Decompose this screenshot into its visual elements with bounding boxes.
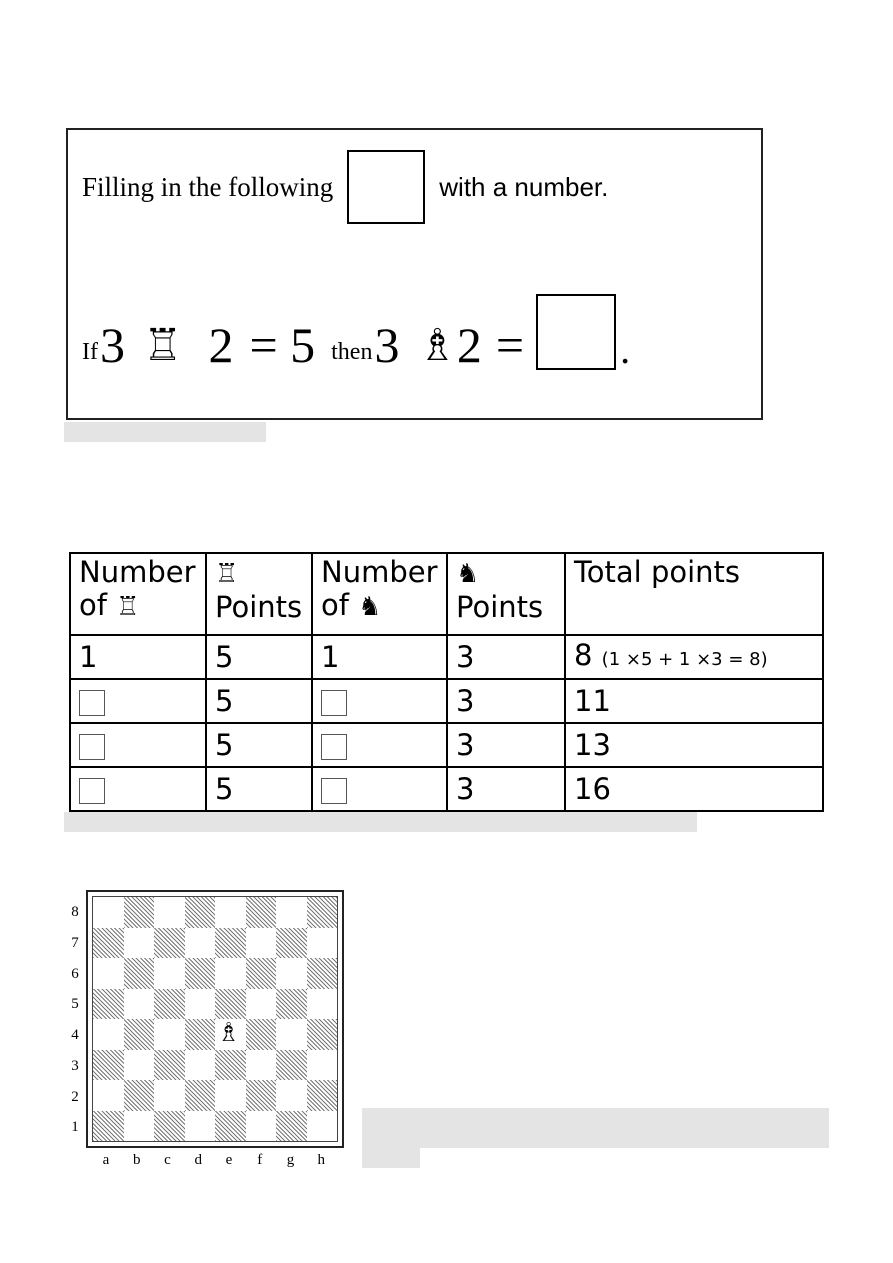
cell-knights: 1 (312, 635, 447, 679)
cell-rook-points: 5 (206, 723, 312, 767)
square-c4 (154, 1019, 185, 1050)
cell-knight-points: 3 (447, 635, 565, 679)
cell-knight-points: 3 (447, 723, 565, 767)
square-a2 (93, 1080, 124, 1111)
square-f4 (246, 1019, 277, 1050)
cell-rooks[interactable] (70, 723, 206, 767)
square-g4 (276, 1019, 307, 1050)
square-d4 (185, 1019, 216, 1050)
problem-intro-text: Filling in the following (82, 171, 334, 202)
square-c8 (154, 897, 185, 928)
rank-label: 3 (71, 1057, 79, 1074)
cell-rooks[interactable] (70, 679, 206, 723)
knight-count-box[interactable] (321, 778, 347, 804)
gray-caption-bar-4 (362, 1148, 420, 1168)
square-f3 (246, 1050, 277, 1081)
operand-b-bishop: 2 (456, 317, 482, 373)
square-c2 (154, 1080, 185, 1111)
cell-total: 13 (565, 723, 823, 767)
square-h7 (307, 928, 338, 959)
rook-count-box[interactable] (79, 690, 105, 716)
cell-rook-points: 5 (206, 635, 312, 679)
rank-label: 4 (71, 1027, 79, 1043)
square-a3 (93, 1050, 124, 1081)
square-a7 (93, 928, 124, 959)
header-number-of-rooks: Number of ♖ (70, 553, 206, 635)
rook-icon: ♖ (215, 559, 239, 589)
square-a5 (93, 989, 124, 1020)
gray-caption-bar-3 (362, 1108, 829, 1148)
knight-count-box[interactable] (321, 690, 347, 716)
square-b1 (124, 1111, 155, 1142)
square-b3 (124, 1050, 155, 1081)
square-a1 (93, 1111, 124, 1142)
rank-label: 6 (71, 965, 79, 982)
square-e8 (215, 897, 246, 928)
problem-line-2 (82, 290, 631, 373)
header-knight-points: ♞ Points (447, 553, 565, 635)
knight-icon: ♞ (358, 592, 382, 622)
square-d7 (185, 928, 216, 959)
square-e4 (215, 1019, 246, 1050)
square-h2 (307, 1080, 338, 1111)
square-e6 (215, 958, 246, 989)
table-row (70, 679, 823, 723)
square-b4 (124, 1019, 155, 1050)
square-f2 (246, 1080, 277, 1111)
square-g8 (276, 897, 307, 928)
square-c3 (154, 1050, 185, 1081)
square-d2 (185, 1080, 216, 1111)
square-d5 (185, 989, 216, 1020)
cell-knights[interactable] (312, 679, 447, 723)
rank-label: 8 (71, 904, 79, 920)
square-g7 (276, 928, 307, 959)
rank-label: 7 (71, 934, 79, 951)
bishop-icon: ♗ (217, 1018, 241, 1048)
operand-a-bishop: 3 (374, 317, 400, 373)
board-grid (92, 896, 338, 1142)
square-e7 (215, 928, 246, 959)
square-f8 (246, 897, 277, 928)
file-label: g (286, 1152, 295, 1168)
square-e5 (215, 989, 246, 1020)
rook-count-box[interactable] (79, 778, 105, 804)
rook-result: = 5 (249, 317, 316, 373)
square-c6 (154, 958, 185, 989)
square-d1 (185, 1111, 216, 1142)
table-row (70, 767, 823, 811)
square-a4 (93, 1019, 124, 1050)
square-h1 (307, 1111, 338, 1142)
square-g2 (276, 1080, 307, 1111)
problem-line-1 (82, 150, 608, 224)
gray-caption-bar-1 (64, 422, 266, 442)
problem-box (66, 128, 763, 420)
square-f5 (246, 989, 277, 1020)
rook-icon: ♖ (142, 320, 183, 371)
cell-rooks: 1 (70, 635, 206, 679)
square-g6 (276, 958, 307, 989)
file-label: a (102, 1152, 110, 1168)
square-b6 (124, 958, 155, 989)
square-a6 (93, 958, 124, 989)
knight-icon: ♞ (456, 559, 480, 589)
square-g3 (276, 1050, 307, 1081)
bishop-icon: ♗ (417, 320, 457, 371)
file-label: f (257, 1152, 263, 1168)
square-e3 (215, 1050, 246, 1081)
points-table (69, 552, 824, 812)
problem-intro-tail: with a number. (439, 171, 609, 202)
square-h6 (307, 958, 338, 989)
square-c7 (154, 928, 185, 959)
square-h5 (307, 989, 338, 1020)
cell-total: 16 (565, 767, 823, 811)
square-b2 (124, 1080, 155, 1111)
then-word: then (331, 339, 373, 365)
square-b5 (124, 989, 155, 1020)
square-f6 (246, 958, 277, 989)
cell-rooks[interactable] (70, 767, 206, 811)
square-b7 (124, 928, 155, 959)
square-b8 (124, 897, 155, 928)
square-e2 (215, 1080, 246, 1111)
square-f1 (246, 1111, 277, 1142)
blank-box-example (347, 150, 425, 224)
rook-icon: ♖ (116, 592, 140, 622)
file-label: d (194, 1152, 202, 1168)
header-total-points: Total points (565, 553, 823, 635)
table-row (70, 635, 823, 679)
operand-b-rook: 2 (208, 317, 234, 373)
rank-label: 2 (71, 1088, 79, 1105)
answer-box[interactable] (536, 294, 616, 370)
header-rook-points: ♖ Points (206, 553, 312, 635)
square-h4 (307, 1019, 338, 1050)
table-row (70, 723, 823, 767)
square-h8 (307, 897, 338, 928)
square-c1 (154, 1111, 185, 1142)
header-number-of-knights: Number of ♞ (312, 553, 447, 635)
square-d6 (185, 958, 216, 989)
cell-knight-points: 3 (447, 767, 565, 811)
square-g5 (276, 989, 307, 1020)
cell-knights[interactable] (312, 767, 447, 811)
period: . (620, 327, 631, 372)
cell-total: 11 (565, 679, 823, 723)
file-label: b (133, 1152, 141, 1168)
square-e1 (215, 1111, 246, 1142)
square-c5 (154, 989, 185, 1020)
if-word: If (82, 339, 98, 365)
square-f7 (246, 928, 277, 959)
rank-label: 5 (71, 996, 79, 1013)
knight-count-box[interactable] (321, 734, 347, 760)
file-label: h (317, 1152, 325, 1168)
cell-knight-points: 3 (447, 679, 565, 723)
cell-total: 8 (1 ×5 + 1 ×3 = 8) (565, 635, 823, 679)
calc-example: (1 ×5 + 1 ×3 = 8) (601, 648, 768, 670)
rank-label: 1 (71, 1119, 79, 1136)
file-label: e (225, 1152, 233, 1168)
gray-caption-bar-2 (64, 812, 697, 832)
square-d8 (185, 897, 216, 928)
operand-a-rook: 3 (99, 317, 125, 373)
bishop-equals: = (495, 317, 525, 373)
square-h3 (307, 1050, 338, 1081)
file-label: c (164, 1152, 171, 1168)
rook-count-box[interactable] (79, 734, 105, 760)
chess-board (86, 890, 344, 1148)
cell-rook-points: 5 (206, 767, 312, 811)
cell-knights[interactable] (312, 723, 447, 767)
table-header-row (70, 553, 823, 635)
square-a8 (93, 897, 124, 928)
cell-rook-points: 5 (206, 679, 312, 723)
square-g1 (276, 1111, 307, 1142)
square-d3 (185, 1050, 216, 1081)
